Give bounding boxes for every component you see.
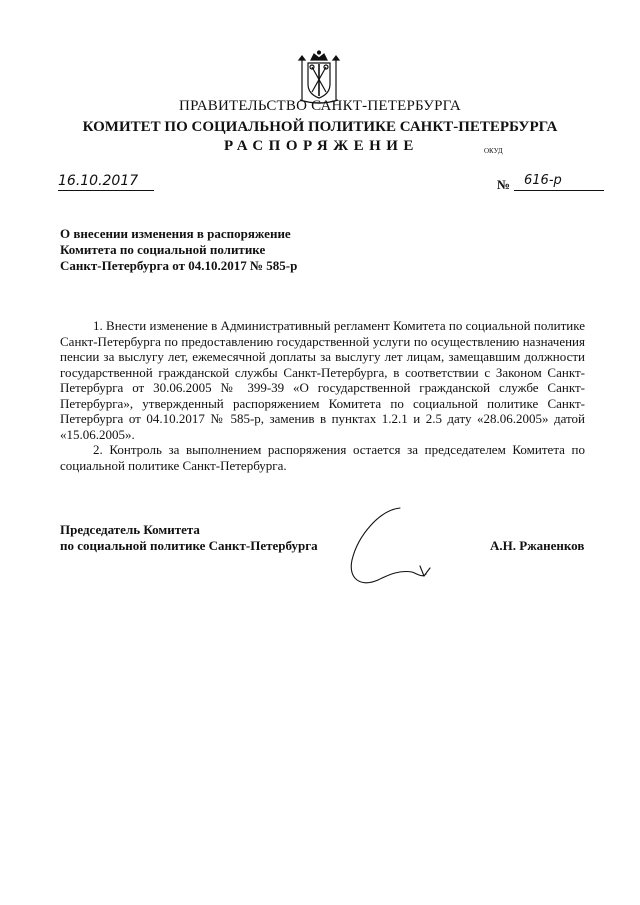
subject-line: Комитета по социальной политике (60, 242, 266, 257)
document-body (60, 318, 585, 473)
number-label: № (497, 177, 511, 192)
body-paragraph: 1. Внести изменение в Административный регламент Комитета по социальной политике Санкт-Петербурга по предоставлению государственной услуги по осуществлению назначения пенсии за выслугу лет, ежемесячной доплаты за выслугу лет лицам, замещавшим должности государственной гражданской службы Санкт-Петербурга, в соответствии с Законом Санкт-Петербурга от 30.06.2005 № 399-39 «О государственной гражданской службе Санкт-Петербурга», утвержденный распоряжением Комитета по социальной политике Санкт-Петербурга от 04.10.2017 № 585-р, заменив в пунктах 1.2.1 и 2.5 дату «28.06.2005» датой «15.06.2005». (60, 318, 585, 442)
position-line: по социальной политике Санкт-Петербурга (60, 538, 318, 553)
position-line: Председатель Комитета (60, 522, 200, 537)
subject-line: О внесении изменения в распоряжение (60, 226, 291, 241)
okud-label: ОКУД (484, 147, 503, 155)
document-date: 16.10.2017 (58, 172, 154, 191)
signatory-name: А.Н. Ржаненков (490, 538, 585, 553)
handwritten-signature (340, 500, 450, 600)
committee-title: КОМИТЕТ ПО СОЦИАЛЬНОЙ ПОЛИТИКЕ САНКТ-ПЕТЕРБУРГА (82, 119, 558, 135)
document-type: РАСПОРЯЖЕНИЕ (224, 138, 419, 154)
signatory-position (60, 522, 318, 554)
body-paragraph: 2. Контроль за выполнением распоряжения остается за председателем Комитета по социальной политике Санкт-Петербурга. (60, 442, 585, 473)
subject-line: Санкт-Петербурга от 04.10.2017 № 585-р (60, 258, 298, 273)
document-number: 616-р (514, 172, 604, 191)
government-title: ПРАВИТЕЛЬСТВО САНКТ-ПЕТЕРБУРГА (179, 98, 461, 114)
document-subject (60, 226, 297, 274)
